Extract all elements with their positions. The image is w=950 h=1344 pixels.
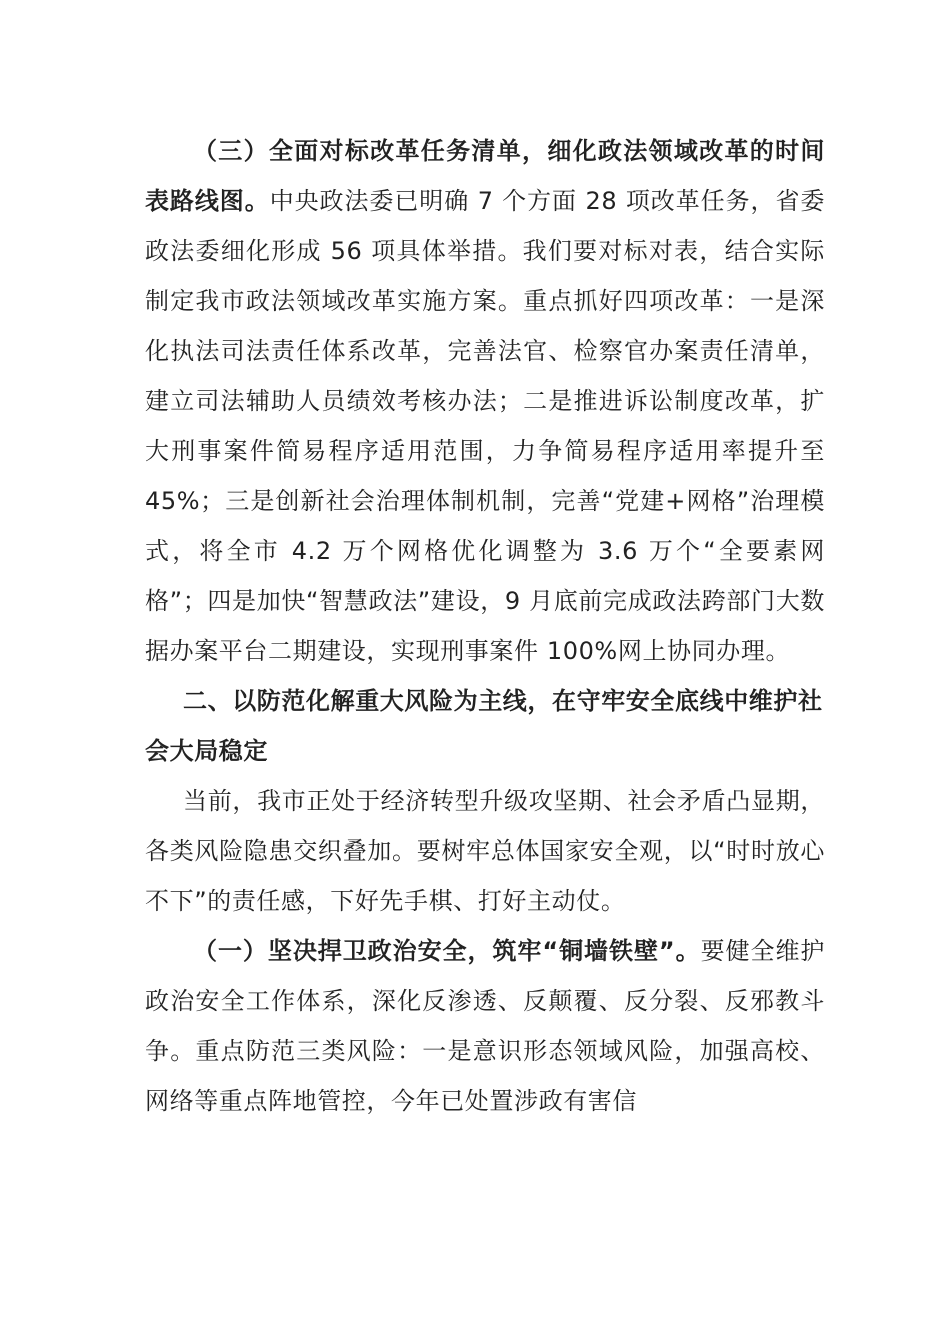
- sub-one-body: 要健全维护政治安全工作体系，深化反渗透、反颠覆、反分裂、反邪教斗争。重点防范三类风险：一是意识形态领域风险，加强高校、网络等重点阵地管控，今年已处置涉政有害信: [145, 937, 825, 1115]
- document-body: [145, 126, 825, 1126]
- sub-one-paragraph: [145, 926, 825, 1126]
- sub-one-heading: （一）坚决捍卫政治安全，筑牢“铜墙铁壁”。: [193, 937, 701, 965]
- section-three-body: 中央政法委已明确 7 个方面 28 项改革任务，省委政法委细化形成 56 项具体举措。我们要对标对表，结合实际制定我市政法领域改革实施方案。重点抓好四项改革：一是深化执法司法责任体系改革，完善法官、检察官办案责任清单，建立司法辅助人员绩效考核办法；二是推进诉讼制度改革，扩大刑事案件简易程序适用范围，力争简易程序适用率提升至 45%；三是创新社会治理体制机制，完善“党建+网格”治理模式，将全市 4.2 万个网格优化调整为 3.6 万个“全要素网格”；四是加快“智慧政法”建设，9 月底前完成政法跨部门大数据办案平台二期建设，实现刑事案件 100%网上协同办理。: [145, 187, 825, 665]
- section-three-paragraph: [145, 126, 825, 676]
- part-two-heading: 二、以防范化解重大风险为主线，在守牢安全底线中维护社会大局稳定: [145, 687, 823, 765]
- section-three-heading: （三）全面对标改革任务清单，细化政法领域改革的时间表路线图。: [145, 137, 825, 215]
- part-two-intro: 当前，我市正处于经济转型升级攻坚期、社会矛盾凸显期，各类风险隐患交织叠加。要树牢总体国家安全观，以“时时放心不下”的责任感，下好先手棋、打好主动仗。: [145, 787, 825, 915]
